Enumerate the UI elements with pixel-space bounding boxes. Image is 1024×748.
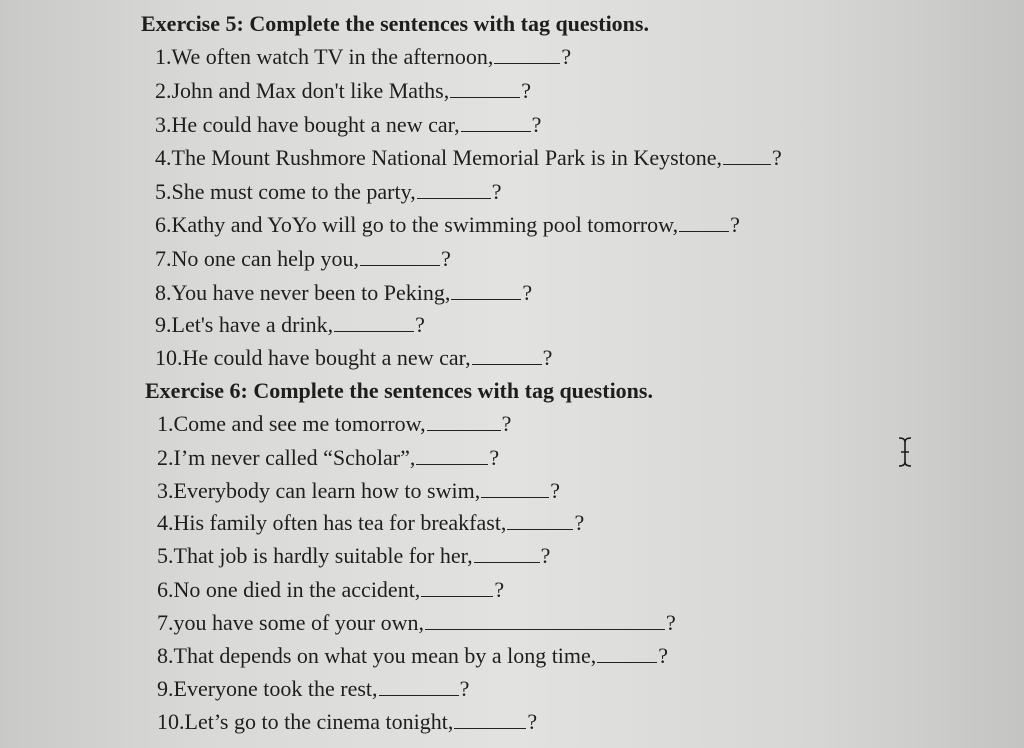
question-mark: ?: [501, 411, 512, 436]
answer-blank[interactable]: [597, 648, 657, 663]
text-cursor-icon: [896, 436, 914, 468]
exercise-5-title: Exercise 5: Complete the sentences with tag questions.: [141, 11, 649, 36]
ex5-item-1: [155, 46, 571, 68]
question-mark: ?: [494, 577, 505, 602]
answer-blank[interactable]: [494, 49, 560, 64]
ex6-item-9: [157, 678, 469, 700]
item-number: 7.: [155, 246, 172, 271]
item-number: 5.: [157, 543, 174, 568]
item-number: 4.: [157, 510, 174, 535]
item-number: 1.: [155, 44, 172, 69]
question-mark: ?: [666, 610, 676, 635]
item-text: you have some of your own,: [173, 610, 425, 635]
question-mark: ?: [441, 246, 451, 271]
question-mark: ?: [772, 145, 782, 170]
question-mark: ?: [574, 510, 585, 535]
ex5-item-4: [155, 147, 782, 169]
item-text: She must come to the party,: [171, 179, 416, 204]
question-mark: ?: [527, 709, 538, 734]
item-number: 2.: [155, 78, 172, 103]
question-mark: ?: [540, 543, 551, 568]
question-mark: ?: [561, 44, 572, 69]
answer-blank[interactable]: [360, 251, 440, 266]
item-text: John and Max don't like Maths,: [171, 78, 450, 103]
answer-blank[interactable]: [472, 350, 542, 365]
item-number: 3.: [155, 112, 172, 137]
ex5-item-9: [155, 314, 425, 336]
question-mark: ?: [522, 280, 533, 305]
item-text: You have never been to Peking,: [171, 280, 451, 305]
ex5-item-6: [155, 214, 740, 236]
ex6-item-4: [157, 512, 584, 534]
question-mark: ?: [415, 312, 425, 337]
item-text: We often watch TV in the afternoon,: [171, 44, 494, 69]
item-text: Let's have a drink,: [171, 312, 334, 337]
item-text: No one can help you,: [171, 246, 360, 271]
item-text: Let’s go to the cinema tonight,: [184, 709, 454, 734]
item-text: That job is hardly suitable for her,: [173, 543, 473, 568]
question-mark: ?: [531, 112, 542, 137]
ex5-item-3: [155, 114, 541, 136]
item-number: 6.: [155, 212, 172, 237]
item-number: 2.: [157, 445, 174, 470]
question-mark: ?: [459, 676, 470, 701]
item-number: 8.: [157, 643, 174, 668]
answer-blank[interactable]: [427, 416, 501, 431]
item-number: 4.: [155, 145, 172, 170]
answer-blank[interactable]: [461, 117, 531, 132]
ex6-item-6: [157, 579, 504, 601]
item-number: 9.: [155, 312, 172, 337]
item-text: Kathy and YoYo will go to the swimming pool tomorrow,: [171, 212, 679, 237]
item-text: That depends on what you mean by a long time,: [173, 643, 597, 668]
answer-blank[interactable]: [417, 184, 491, 199]
question-mark: ?: [521, 78, 531, 103]
item-number: 1.: [157, 411, 174, 436]
question-mark: ?: [489, 445, 500, 470]
item-number: 5.: [155, 179, 172, 204]
item-number: 8.: [155, 280, 172, 305]
answer-blank[interactable]: [334, 317, 414, 332]
answer-blank[interactable]: [481, 483, 549, 498]
item-text: The Mount Rushmore National Memorial Park is in Keystone,: [171, 145, 723, 170]
item-number: 10.: [155, 345, 183, 370]
answer-blank[interactable]: [416, 450, 488, 465]
item-number: 3.: [157, 478, 174, 503]
answer-blank[interactable]: [450, 83, 520, 98]
ex6-item-1: [157, 413, 511, 435]
question-mark: ?: [550, 478, 560, 503]
item-number: 10.: [157, 709, 185, 734]
ex6-item-2: [157, 447, 499, 469]
item-text: He could have bought a new car,: [182, 345, 471, 370]
item-text: Everyone took the rest,: [173, 676, 378, 701]
item-number: 7.: [157, 610, 174, 635]
question-mark: ?: [730, 212, 740, 237]
exercise-6-title: Exercise 6: Complete the sentences with tag questions.: [145, 378, 653, 403]
answer-blank[interactable]: [379, 681, 459, 696]
ex6-item-7: [157, 612, 676, 634]
item-number: 6.: [157, 577, 174, 602]
item-text: Everybody can learn how to swim,: [173, 478, 481, 503]
item-text: I’m never called “Scholar”,: [173, 445, 416, 470]
item-number: 9.: [157, 676, 174, 701]
ex5-item-5: [155, 181, 501, 203]
answer-blank[interactable]: [507, 515, 573, 530]
ex6-item-10: [157, 711, 537, 733]
answer-blank[interactable]: [454, 714, 526, 729]
item-text: His family often has tea for breakfast,: [173, 510, 507, 535]
ex5-item-8: [155, 282, 532, 304]
item-text: Come and see me tomorrow,: [173, 411, 426, 436]
answer-blank[interactable]: [421, 582, 493, 597]
ex5-item-7: [155, 248, 451, 270]
answer-blank[interactable]: [723, 150, 771, 165]
answer-blank[interactable]: [451, 285, 521, 300]
ex5-item-2: [155, 80, 531, 102]
ex6-item-3: [157, 480, 560, 502]
item-text: He could have bought a new car,: [171, 112, 460, 137]
question-mark: ?: [542, 345, 553, 370]
answer-blank[interactable]: [679, 217, 729, 232]
ex6-item-8: [157, 645, 668, 667]
answer-blank[interactable]: [425, 615, 665, 630]
ex5-item-10: [155, 347, 552, 369]
question-mark: ?: [658, 643, 669, 668]
item-text: No one died in the accident,: [173, 577, 421, 602]
question-mark: ?: [491, 179, 502, 204]
ex6-item-5: [157, 545, 550, 567]
answer-blank[interactable]: [474, 548, 540, 563]
